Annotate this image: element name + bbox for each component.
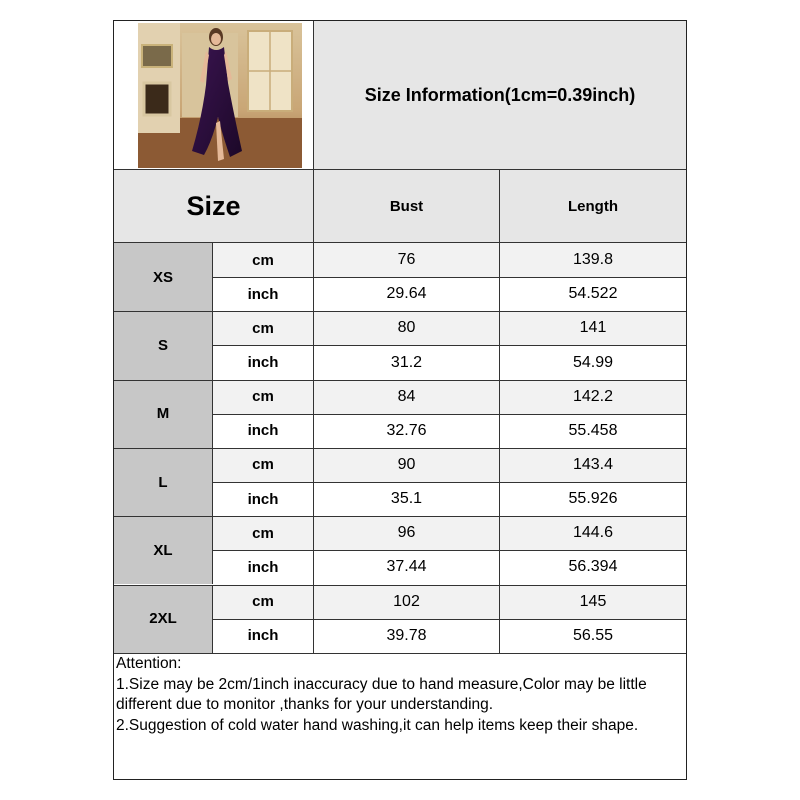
length-cm-cell-text: 145 xyxy=(579,592,607,610)
unit-inch-cell-text: inch xyxy=(247,422,279,440)
length-inch-cell xyxy=(500,482,686,516)
length-cm-cell xyxy=(500,585,686,619)
notes-line-1: 1.Size may be 2cm/1inch inaccuracy due to hand measure,Color may be little xyxy=(116,675,647,693)
length-cm-cell xyxy=(500,380,686,414)
divider xyxy=(212,585,213,653)
bust-header-cell xyxy=(314,170,499,242)
size-label-cell-text: S xyxy=(157,336,168,354)
length-cm-cell xyxy=(500,448,686,482)
length-cm-cell-text: 144.6 xyxy=(572,524,614,542)
length-inch-cell-text: 54.522 xyxy=(568,285,618,303)
divider xyxy=(213,277,686,278)
unit-cm-cell-text: cm xyxy=(252,388,274,406)
length-inch-cell-text: 55.926 xyxy=(568,490,618,508)
length-inch-cell xyxy=(500,550,686,584)
unit-cm-cell xyxy=(213,448,313,482)
notes-line-2: different due to monitor ,thanks for your understanding. xyxy=(116,696,494,713)
size-label-cell xyxy=(114,585,212,653)
unit-inch-cell-text: inch xyxy=(247,285,279,303)
length-cm-cell xyxy=(500,311,686,345)
unit-cm-cell xyxy=(213,380,313,414)
bust-cm-cell-text: 80 xyxy=(397,319,416,337)
divider xyxy=(114,380,686,381)
bust-cm-cell xyxy=(314,243,499,277)
length-cm-cell xyxy=(500,243,686,277)
size-label-cell xyxy=(114,516,212,584)
unit-cm-cell-text: cm xyxy=(252,319,274,337)
bust-cm-cell xyxy=(314,585,499,619)
bust-header: Bust xyxy=(389,197,424,215)
divider xyxy=(212,380,213,448)
size-label-cell xyxy=(114,311,212,379)
bust-cm-cell-text: 76 xyxy=(397,251,416,269)
notes-heading: Attention: xyxy=(116,655,182,672)
bust-cm-cell-text: 102 xyxy=(393,592,420,610)
size-header: Size xyxy=(186,190,241,221)
bust-inch-cell-text: 37.44 xyxy=(386,558,427,576)
size-label-cell-text: XS xyxy=(152,268,173,286)
bust-inch-cell xyxy=(314,550,499,584)
bust-cm-cell-text: 84 xyxy=(397,387,416,405)
length-cm-cell-text: 139.8 xyxy=(572,251,614,269)
divider xyxy=(213,619,686,620)
size-chart-sheet xyxy=(113,20,687,780)
length-cm-cell-text: 141 xyxy=(579,319,607,337)
bust-inch-cell-text: 32.76 xyxy=(386,421,427,439)
unit-inch-cell xyxy=(213,550,313,584)
unit-inch-cell xyxy=(213,345,313,379)
size-label-cell-text: 2XL xyxy=(149,610,177,628)
size-label-cell xyxy=(114,448,212,516)
length-inch-cell-text: 54.99 xyxy=(572,353,614,371)
unit-cm-cell xyxy=(213,243,313,277)
divider xyxy=(114,448,686,449)
unit-inch-cell-text: inch xyxy=(247,354,279,371)
bust-inch-cell xyxy=(314,345,499,379)
bust-cm-cell-text: 90 xyxy=(397,455,416,473)
size-label-cell-text: M xyxy=(156,405,170,423)
unit-inch-cell xyxy=(213,277,313,311)
bust-inch-cell xyxy=(314,482,499,516)
divider xyxy=(213,550,686,551)
product-photo xyxy=(138,23,302,168)
divider xyxy=(212,516,213,584)
length-header-cell xyxy=(500,170,686,242)
length-cm-cell xyxy=(500,516,686,550)
size-label-cell-text: XL xyxy=(153,541,173,559)
bust-cm-cell xyxy=(314,516,499,550)
divider xyxy=(212,311,213,379)
unit-cm-cell xyxy=(213,516,313,550)
divider xyxy=(213,482,686,483)
divider xyxy=(213,345,686,346)
unit-inch-cell xyxy=(213,414,313,448)
bust-inch-cell-text: 35.1 xyxy=(390,490,423,508)
size-label-cell xyxy=(114,243,212,311)
divider xyxy=(313,21,314,653)
length-inch-cell xyxy=(500,619,686,653)
notes-line-3: 2.Suggestion of cold water hand washing,it can help items keep their shape. xyxy=(116,716,639,734)
unit-cm-cell-text: cm xyxy=(252,593,274,611)
divider xyxy=(114,169,686,170)
length-inch-cell-text: 55.458 xyxy=(568,421,618,439)
length-inch-cell xyxy=(500,345,686,379)
size-label-cell xyxy=(114,380,212,448)
unit-inch-cell xyxy=(213,619,313,653)
divider xyxy=(114,311,686,312)
unit-inch-cell-text: inch xyxy=(247,490,279,508)
length-header: Length xyxy=(568,197,618,215)
unit-inch-cell xyxy=(213,482,313,516)
length-inch-cell-text: 56.394 xyxy=(568,558,618,576)
length-inch-cell xyxy=(500,414,686,448)
bust-cm-cell xyxy=(314,380,499,414)
length-cm-cell-text: 143.4 xyxy=(572,455,614,473)
size-label-cell-text: L xyxy=(158,473,168,491)
bust-cm-cell xyxy=(314,311,499,345)
divider xyxy=(114,516,686,517)
bust-cm-cell-text: 96 xyxy=(397,524,416,542)
divider xyxy=(212,243,213,311)
length-inch-cell xyxy=(500,277,686,311)
divider xyxy=(499,169,500,653)
bust-inch-cell xyxy=(314,619,499,653)
unit-cm-cell-text: cm xyxy=(252,524,274,542)
attention-notes xyxy=(116,654,684,736)
divider xyxy=(213,414,686,415)
bust-inch-cell-text: 29.64 xyxy=(386,285,427,303)
unit-cm-cell-text: cm xyxy=(252,251,274,269)
divider xyxy=(212,448,213,516)
divider xyxy=(114,242,686,243)
unit-cm-cell xyxy=(213,311,313,345)
bust-inch-cell xyxy=(314,277,499,311)
length-inch-cell-text: 56.55 xyxy=(572,626,614,644)
bust-cm-cell xyxy=(314,448,499,482)
chart-title: Size Information(1cm=0.39inch) xyxy=(364,84,636,105)
bust-inch-cell-text: 31.2 xyxy=(390,353,423,371)
size-header-cell xyxy=(114,170,313,242)
divider xyxy=(114,585,686,586)
length-cm-cell-text: 142.2 xyxy=(572,387,614,405)
unit-cm-cell-text: cm xyxy=(252,456,274,474)
bust-inch-cell-text: 39.78 xyxy=(386,626,427,644)
bust-inch-cell xyxy=(314,414,499,448)
unit-inch-cell-text: inch xyxy=(247,558,279,576)
title-cell xyxy=(314,21,686,169)
unit-cm-cell xyxy=(213,585,313,619)
unit-inch-cell-text: inch xyxy=(247,627,279,645)
